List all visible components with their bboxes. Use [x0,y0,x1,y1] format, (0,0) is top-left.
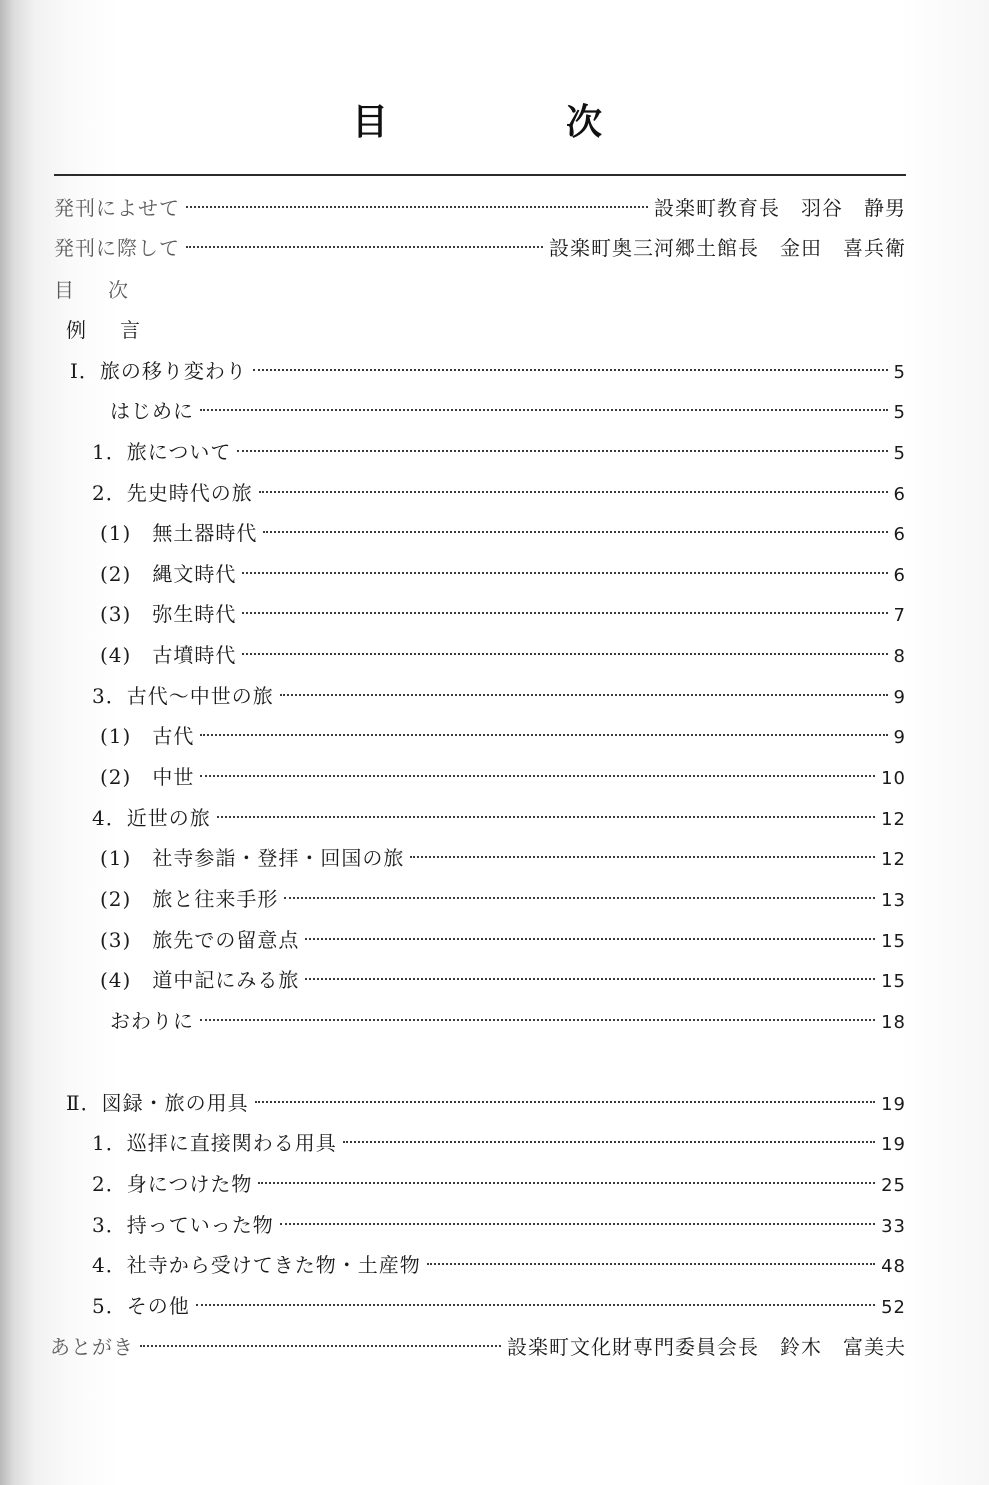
toc-entry-label: (4) 道中記にみる旅 [100,968,300,992]
toc-entry-page: 5 [893,443,906,464]
toc-entry-page: 19 [881,1134,906,1155]
toc-entry-label: 5．その他 [92,1294,190,1318]
toc-entry-1-3-1 [100,718,906,754]
title-char-first: 目 [352,102,389,143]
toc-entry-label: (4) 古墳時代 [100,643,237,667]
toc-entry-label: 3．持っていった物 [92,1213,274,1237]
toc-entry-page: 6 [893,565,906,586]
toc-entry-label: (2) 旅と往来手形 [100,887,279,911]
toc-entry-1-2-2 [100,556,906,592]
toc-entry-label: 2．身につけた物 [92,1172,253,1196]
toc-entry-page: 7 [893,605,906,626]
toc-entry-part-1 [70,353,906,389]
toc-entry-author: 設楽町教育長 羽谷 静男 [654,196,906,220]
toc-entry-label: (2) 縄文時代 [100,562,237,586]
leader-dots [242,653,887,655]
toc-entry-intro [110,393,906,429]
toc-entry-page: 15 [881,931,906,952]
leader-dots [140,1345,501,1347]
toc-entry-label: 3．古代～中世の旅 [92,684,274,708]
toc-entry-1-4-4 [100,962,906,998]
toc-entry-1-3-2 [100,759,906,795]
toc-entry-page: 6 [893,524,906,545]
toc-entry-1-3 [92,678,906,714]
toc-entry-page: 15 [881,971,906,992]
toc-entry-2-2 [92,1166,906,1202]
toc-entry-foreword-1 [54,190,906,226]
toc-entry-page: 5 [893,402,906,423]
toc-entry-page: 6 [893,484,906,505]
leader-dots [200,1019,875,1021]
toc-entry-page: 8 [893,646,906,667]
toc-entry-2-3 [92,1207,906,1243]
toc-entry-label: (3) 弥生時代 [100,602,237,626]
leader-dots [284,897,875,899]
toc-entry-1-4-1 [100,840,906,876]
toc-entry-page: 48 [881,1256,906,1277]
toc-entry-afterword [50,1329,906,1365]
toc-entry-label: 4．社寺から受けてきた物・土産物 [92,1253,421,1277]
toc-entry-page: 33 [881,1216,906,1237]
leader-dots [186,206,648,208]
toc-entry-label: 1．旅について [92,440,232,464]
toc-entry-page: 18 [881,1012,906,1033]
leader-dots [343,1141,875,1143]
leader-dots [200,775,875,777]
toc-entry-label: 4．近世の旅 [92,806,211,830]
toc-entry-label: おわりに [110,1009,194,1033]
toc-entry-label: (2) 中世 [100,765,195,789]
toc-entry-2-4 [92,1247,906,1283]
toc-entry-label: はじめに [110,399,194,423]
toc-entry-1-4-2 [100,881,906,917]
toc-entry-label: 目次 [54,278,162,302]
toc-entry-1-2-4 [100,637,906,673]
toc-entry-page: 52 [881,1297,906,1318]
toc-entry-part-2 [66,1085,906,1121]
toc-entry-page: 9 [893,687,906,708]
toc-entry-2-5 [92,1288,906,1324]
leader-dots [280,1223,875,1225]
leader-dots [237,450,887,452]
title-rule [54,174,906,176]
leader-dots [200,409,888,411]
toc-entry-label: 例言 [66,318,174,342]
toc-entry-2-1 [92,1125,906,1161]
toc-entry-label: Ⅰ．旅の移り変わり [70,359,247,383]
toc-entry-page: 13 [881,890,906,911]
leader-dots [410,856,875,858]
toc-entry-1-4-3 [100,922,906,958]
toc-entry-notes [66,312,174,348]
toc-entry-1-4 [92,800,906,836]
leader-dots [305,938,875,940]
leader-dots [200,734,887,736]
toc-entry-contents [54,272,162,308]
toc-entry-page: 25 [881,1175,906,1196]
toc-entry-label: 1．巡拝に直接関わる用具 [92,1131,337,1155]
toc-entry-page: 10 [881,768,906,789]
toc-entry-1-1 [92,434,906,470]
title-char-second: 次 [566,102,603,143]
toc-entry-label: 発刊によせて [54,196,180,220]
toc-entry-conclusion [110,1003,906,1039]
toc-entry-label: Ⅱ．図録・旅の用具 [66,1091,249,1115]
toc-entry-page: 19 [881,1094,906,1115]
toc-entry-page: 9 [893,727,906,748]
leader-dots [255,1101,876,1103]
leader-dots [186,246,543,248]
toc-entry-label: あとがき [50,1335,134,1359]
toc-entry-label: (1) 社寺参詣・登拝・回国の旅 [100,846,405,870]
toc-entry-label: (3) 旅先での留意点 [100,928,300,952]
leader-dots [427,1263,875,1265]
toc-entry-author: 設楽町文化財専門委員会長 鈴木 富美夫 [507,1335,906,1359]
toc-entry-label: 発刊に際して [54,236,180,260]
toc-entry-label: (1) 無土器時代 [100,521,258,545]
toc-entry-author: 設楽町奥三河郷土館長 金田 喜兵衛 [549,236,906,260]
leader-dots [280,694,888,696]
toc-entry-1-2 [92,475,906,511]
toc-entry-1-2-3 [100,596,906,632]
toc-entry-1-2-1 [100,515,906,551]
toc-entry-page: 12 [881,809,906,830]
toc-entry-foreword-2 [54,230,906,266]
leader-dots [263,531,887,533]
toc-entry-label: (1) 古代 [100,724,195,748]
leader-dots [196,1304,875,1306]
leader-dots [259,491,888,493]
toc-entry-page: 5 [893,362,906,383]
leader-dots [258,1182,875,1184]
leader-dots [242,572,887,574]
leader-dots [242,612,887,614]
leader-dots [305,978,875,980]
leader-dots [253,369,888,371]
toc-entry-label: 2．先史時代の旅 [92,481,253,505]
leader-dots [217,816,875,818]
page-title [0,98,989,148]
toc-entry-page: 12 [881,849,906,870]
